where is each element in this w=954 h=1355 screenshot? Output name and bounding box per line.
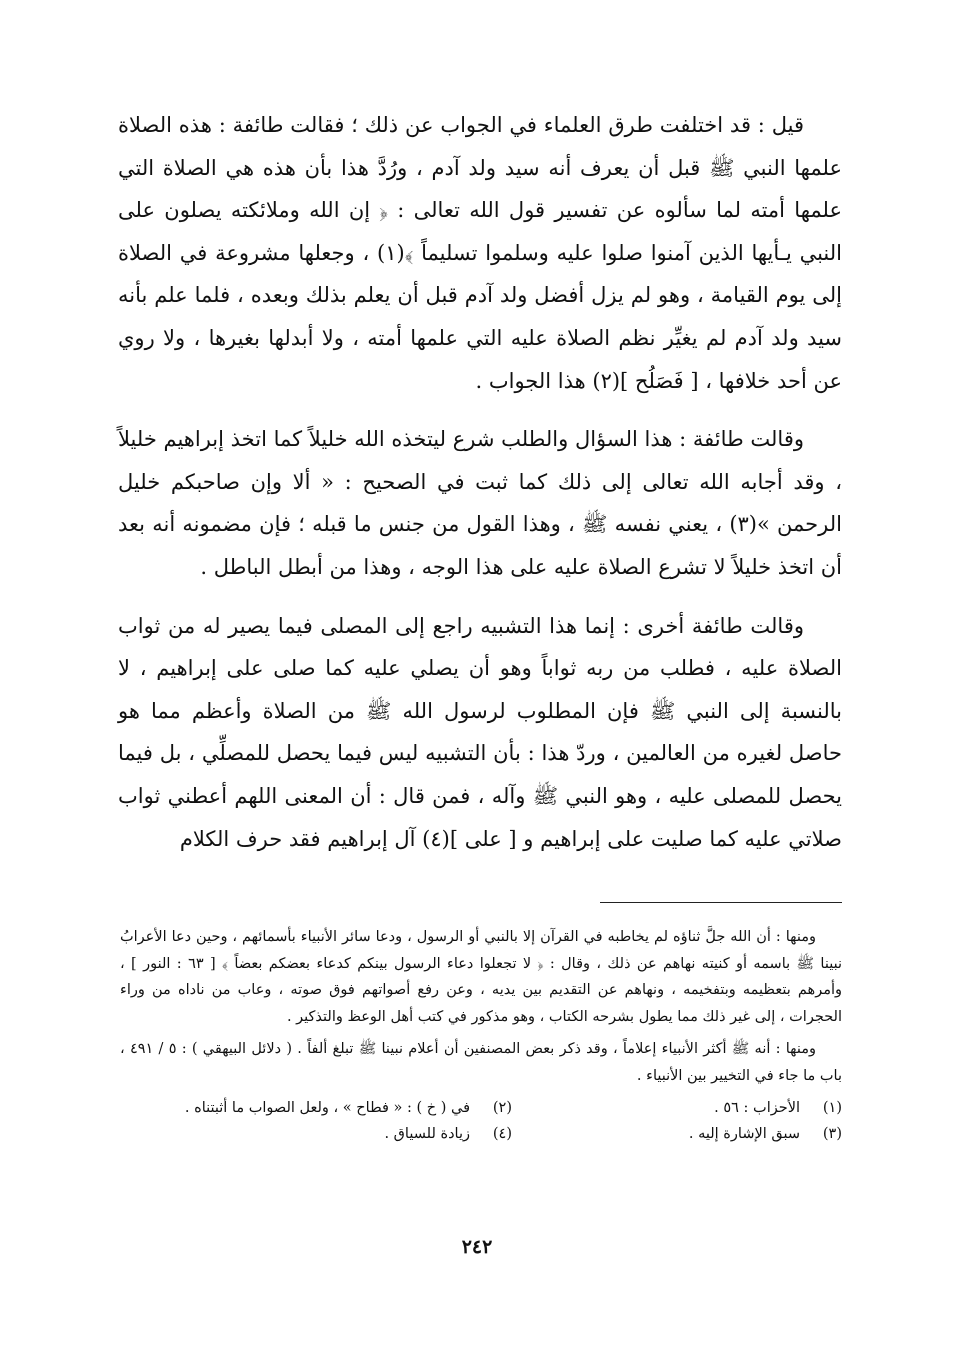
- footnote: [182, 1095, 512, 1121]
- footnote-number: (١): [822, 1100, 842, 1116]
- footnote: [512, 1095, 842, 1121]
- footnote-text: الأحزاب : ٥٦ .: [714, 1100, 800, 1116]
- footnote-number: (٤): [492, 1126, 512, 1142]
- paragraph-text: وقالت طائفة أخرى : إنما هذا التشبيه راجع إلى المصلى فيما يصير له من ثواب الصلاة عليه ، فطلب من ربه ثواباً وهو أن يصلي عليه كما صلى على إبراهيم ، لا بالنسبة إلى النبي ﷺ فإن المطلوب لرسول الله ﷺ من الصلاة وأعظم مما هو حاصل لغيره من العالمين ، وردّ هذا : بأن التشبيه ليس فيما يحصل للمصلِّي ، بل فيما يحصل للمصلى عليه ، وهو النبي ﷺ وآله ، فمن قال : أن المعنى اللهم أعطني ثواب صلاتي عليه كما صليت على إبراهيم و [ على ](٤) آل إبراهيم فقد حرف الكلام: [118, 613, 842, 851]
- note-indent: [816, 929, 842, 945]
- paragraph: [118, 104, 842, 402]
- paragraph-indent: [804, 427, 842, 451]
- paragraph-text: وقالت طائفة : هذا السؤال والطلب شرع ليتخذه الله خليلاً كما اتخذ إبراهيم خليلاً ، وقد أجابه الله تعالى إلى ذلك كما ثبت في الصحيح : « ألا وإن صاحبكم خليل الرحمن »(٣) ، يعني نفسه ﷺ ، وهذا القول من جنس ما قبله ؛ فإن مضمونه أنه بعد أن اتخذ خليلاً لا تشرع الصلاة عليه على هذا الوجه ، وهذا من أبطل الباطل .: [118, 427, 842, 579]
- note-text: ومنها : أنه ﷺ أكثر الأنبياء إعلاماً ، وقد ذكر بعض المصنفين أن أعلام نبينا ﷺ تبلغ ألفاً . ( دلائل البيهقي ) : ٥ / ٤٩١ ، باب ما جاء في التخيير بين الأنبياء .: [120, 1041, 842, 1084]
- footnote-text: سبق الإشارة إليه .: [688, 1126, 800, 1142]
- footnotes-section: [120, 924, 842, 1147]
- note-indent: [816, 1041, 842, 1057]
- page-number: ٢٤٢: [461, 1236, 493, 1258]
- footnote: [512, 1121, 842, 1147]
- footnote-number: (٣): [822, 1126, 842, 1142]
- footnote-note: [120, 1036, 842, 1089]
- footnote: [182, 1121, 512, 1147]
- footnote-text: في ( خ ) : « فطاح » ، ولعل الصواب ما أثبتناه .: [184, 1100, 470, 1116]
- footnote-text: زيادة للسياق .: [384, 1126, 470, 1142]
- main-text: [118, 104, 842, 876]
- paragraph-indent: [804, 614, 842, 638]
- paragraph: [118, 418, 842, 588]
- paragraph: [118, 605, 842, 861]
- note-text: ومنها : أن الله جلَّ ثناؤه لم يخاطبه في القرآن إلا بالنبي أو الرسول ، ودعا سائر الأنبياء بأسمائهم ، وحين دعا الأعرابُ نبينا ﷺ باسمه أو كنيته نهاهم عن ذلك ، وقال : ﴿ لا تجعلوا دعاء الرسول بينكم كدعاء بعضكم بعضاً ﴾ [ ٦٣ : النور ] ، وأمرهم بتعظيمه وبتفخيمه ، ونهاهم عن التقديم بين يديه ، وعن رفع أصواتهم فوق صوته ، وعاب من ناداه من وراء الحجرات ، إلى غير ذلك مما يطول بشرحه الكتاب ، وهو مذكور في كتب أهل الوعظ والتذكير .: [120, 929, 842, 1025]
- footnote-divider: [600, 902, 842, 903]
- footnote-row: [120, 1121, 842, 1147]
- paragraph-indent: [804, 113, 842, 137]
- footnote-number: (٢): [492, 1100, 512, 1116]
- paragraph-text: قيل : قد اختلفت طرق العلماء في الجواب عن ذلك ؛ فقالت طائفة : هذه الصلاة علمها النبي ﷺ قبل أن يعرف أنه سيد ولد آدم ، ورُدَّ هذا بأن هذه هي الصلاة التي علمها أمته لما سألوه عن تفسير قول الله تعالى : ﴿ إن الله وملائكته يصلون على النبي يـأيها الذين آمنوا صلوا عليه وسلموا تسليماً ﴾(١) ، وجعلها مشروعة في الصلاة إلى يوم القيامة ، وهو لم يزل أفضل ولد آدم قبل أن يعلم بذلك وبعده ، فلما علم بأنه سيد ولد آدم لم يغيِّر نظم الصلاة عليه التي علمها أمته ، ولا أبدلها بغيرها ، ولا روي عن أحد خلافها ، [ فَصَلُح ](٢) هذا الجواب .: [118, 113, 842, 393]
- footnote-row: [120, 1095, 842, 1121]
- footnote-note: [120, 924, 842, 1030]
